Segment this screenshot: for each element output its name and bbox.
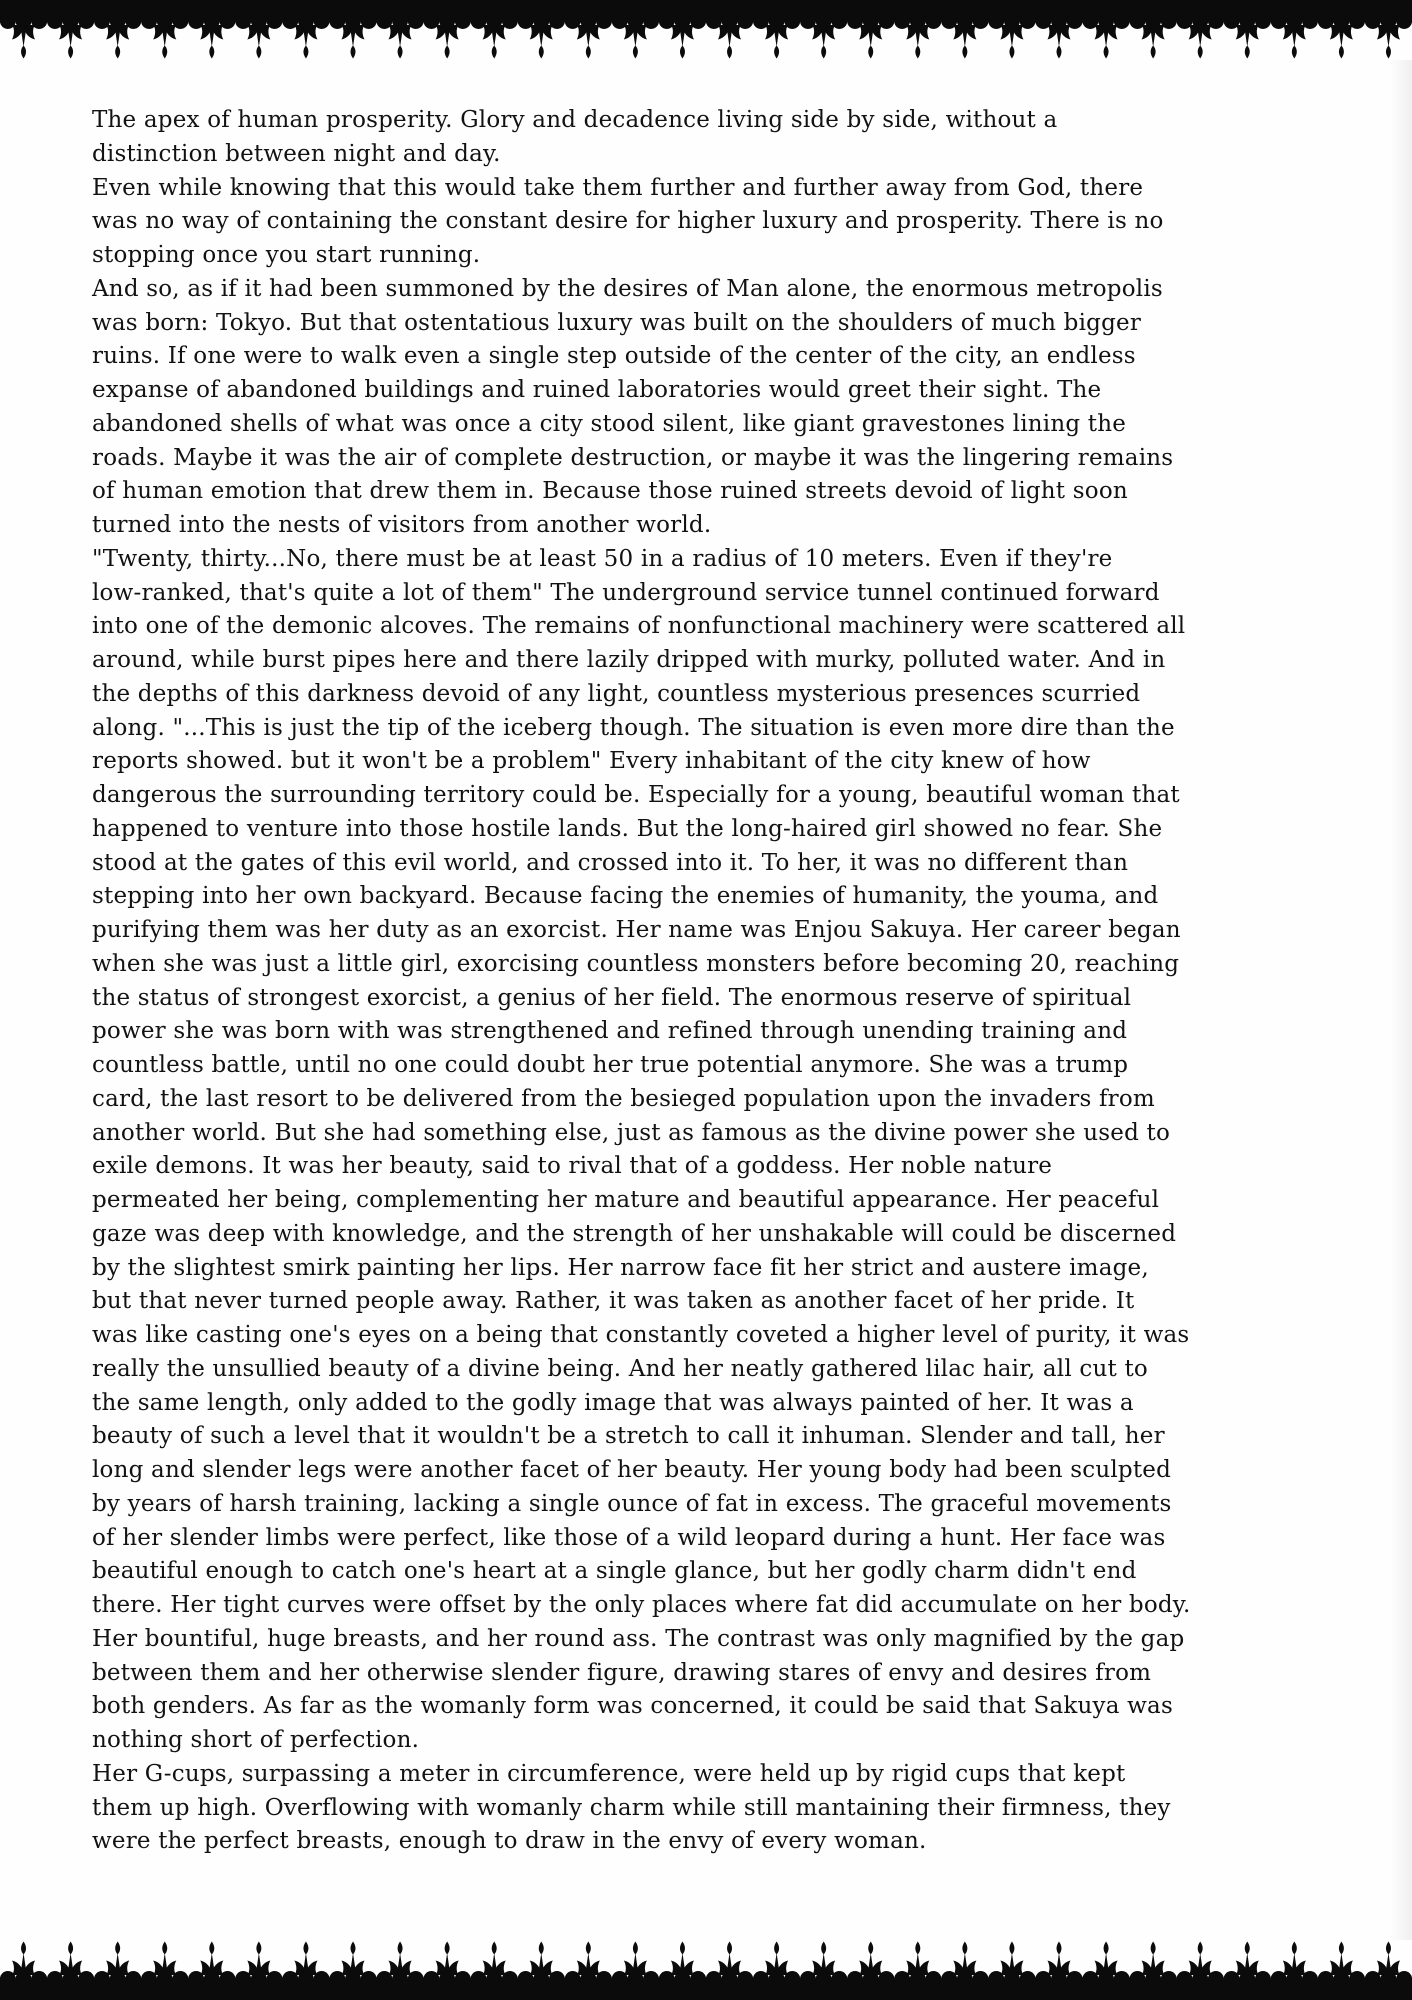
fleur-de-lis-ornament bbox=[659, 1942, 706, 1987]
paragraph bbox=[92, 172, 1344, 273]
fleur-de-lis-ornament bbox=[988, 13, 1035, 58]
text-line: the same length, only added to the godly image that was always painted of her. It was a bbox=[92, 1389, 1134, 1416]
text-line: between them and her otherwise slender figure, drawing stares of envy and desires from bbox=[92, 1659, 1152, 1686]
fleur-de-lis-ornament bbox=[706, 1942, 753, 1987]
text-line: the depths of this darkness devoid of any light, countless mysterious presences scurried bbox=[92, 680, 1141, 707]
fleur-de-lis-ornament bbox=[1082, 13, 1129, 58]
fleur-de-lis-ornament bbox=[141, 1942, 188, 1987]
fleur-de-lis-ornament bbox=[1318, 13, 1365, 58]
text-line: along. "...This is just the tip of the iceberg though. The situation is even more dire than the bbox=[92, 714, 1175, 741]
fleur-de-lis-ornament bbox=[1365, 1942, 1412, 1987]
text-line: stepping into her own backyard. Because facing the enemies of humanity, the youma, and bbox=[92, 883, 1159, 910]
text-line: was born: Tokyo. But that ostentatious luxury was built on the shoulders of much bigger bbox=[92, 309, 1142, 336]
fleur-de-lis-ornament bbox=[941, 13, 988, 58]
fleur-de-lis-ornament bbox=[800, 13, 847, 58]
text-line: exile demons. It was her beauty, said to rival that of a goddess. Her noble nature bbox=[92, 1153, 1053, 1180]
fleur-de-lis-ornament bbox=[1271, 13, 1318, 58]
fleur-de-lis-ornament bbox=[0, 1942, 47, 1987]
fleur-de-lis-ornament bbox=[1224, 13, 1271, 58]
fleur-de-lis-ornament bbox=[94, 13, 141, 58]
paragraph bbox=[92, 1758, 1344, 1859]
text-line: of her slender limbs were perfect, like those of a wild leopard during a hunt. Her face was bbox=[92, 1524, 1166, 1551]
fleur-de-lis-ornament bbox=[329, 13, 376, 58]
fleur-de-lis-ornament bbox=[518, 13, 565, 58]
fleur-de-lis-ornament bbox=[1177, 1942, 1224, 1987]
text-line: was like casting one's eyes on a being that constantly coveted a higher level of purity, it was bbox=[92, 1322, 1190, 1348]
fleur-de-lis-ornament bbox=[1129, 1942, 1176, 1987]
fleur-de-lis-ornament bbox=[188, 1942, 235, 1987]
text-line: card, the last resort to be delivered from the besieged population upon the invaders from bbox=[92, 1085, 1155, 1112]
fleur-de-lis-ornament bbox=[1177, 13, 1224, 58]
fleur-de-lis-top-border bbox=[0, 0, 1412, 62]
text-line: turned into the nests of visitors from another world. bbox=[92, 512, 712, 538]
paragraph bbox=[92, 273, 1344, 543]
text-line: was no way of containing the constant desire for higher luxury and prosperity. There is no bbox=[92, 208, 1164, 235]
text-line: "Twenty, thirty...No, there must be at least 50 in a radius of 10 meters. Even if they're bbox=[92, 545, 1113, 572]
text-line: long and slender legs were another facet of her beauty. Her young body had been sculpted bbox=[92, 1457, 1171, 1483]
text-line: the status of strongest exorcist, a genius of her field. The enormous reserve of spiritual bbox=[92, 984, 1132, 1011]
fleur-de-lis-ornament bbox=[941, 1942, 988, 1987]
text-line: The apex of human prosperity. Glory and decadence living side by side, without a bbox=[92, 107, 1058, 133]
text-line: there. Her tight curves were offset by the only places where fat did accumulate on her body. bbox=[92, 1592, 1191, 1618]
body-text bbox=[92, 104, 1344, 1859]
fleur-de-lis-ornament bbox=[612, 13, 659, 58]
fleur-de-lis-ornament bbox=[612, 1942, 659, 1987]
fleur-de-lis-ornament bbox=[565, 1942, 612, 1987]
fleur-de-lis-ornament bbox=[235, 1942, 282, 1987]
text-line: ruins. If one were to walk even a single step outside of the center of the city, an endless bbox=[92, 343, 1136, 370]
text-line: by the slightest smirk painting her lips. Her narrow face fit her strict and austere image, bbox=[92, 1254, 1149, 1281]
fleur-de-lis-ornament bbox=[1035, 1942, 1082, 1987]
fleur-de-lis-bottom-border bbox=[0, 1938, 1412, 2000]
scan-edge-shadow bbox=[1390, 60, 1412, 1940]
text-line: abandoned shells of what was once a city stood silent, like giant gravestones lining the bbox=[92, 410, 1127, 437]
fleur-de-lis-ornament bbox=[141, 13, 188, 58]
fleur-de-lis-ornament bbox=[94, 1942, 141, 1987]
text-line: another world. But she had something else, just as famous as the divine power she used to bbox=[92, 1119, 1171, 1146]
text-line: Her G-cups, surpassing a meter in circumference, were held up by rigid cups that kept bbox=[92, 1760, 1126, 1787]
text-line: when she was just a little girl, exorcising countless monsters before becoming 20, reaching bbox=[92, 950, 1180, 977]
fleur-de-lis-ornament bbox=[847, 1942, 894, 1987]
text-line: of human emotion that drew them in. Because those ruined streets devoid of light soon bbox=[92, 478, 1128, 505]
fleur-de-lis-ornament bbox=[235, 13, 282, 58]
fleur-de-lis-ornament bbox=[706, 13, 753, 58]
text-line: Her bountiful, huge breasts, and her round ass. The contrast was only magnified by the gap bbox=[92, 1625, 1185, 1652]
fleur-de-lis-ornament bbox=[282, 13, 329, 58]
fleur-de-lis-ornament bbox=[1082, 1942, 1129, 1987]
text-line: And so, as if it had been summoned by the desires of Man alone, the enormous metropolis bbox=[92, 275, 1163, 302]
fleur-de-lis-ornament bbox=[1035, 13, 1082, 58]
fleur-de-lis-ornament bbox=[753, 13, 800, 58]
fleur-de-lis-ornament bbox=[847, 13, 894, 58]
text-line: permeated her being, complementing her mature and beautiful appearance. Her peaceful bbox=[92, 1187, 1160, 1213]
paragraph bbox=[92, 543, 1344, 1758]
text-line: beauty of such a level that it wouldn't be a stretch to call it inhuman. Slender and tall, her bbox=[92, 1423, 1165, 1450]
text-line: power she was born with was strengthened and refined through unending training and bbox=[92, 1018, 1128, 1045]
fleur-de-lis-ornament bbox=[753, 1942, 800, 1987]
fleur-de-lis-ornament bbox=[376, 13, 423, 58]
fleur-de-lis-ornament bbox=[1318, 1942, 1365, 1987]
text-line: roads. Maybe it was the air of complete destruction, or maybe it was the lingering remains bbox=[92, 444, 1174, 471]
fleur-de-lis-ornament bbox=[1271, 1942, 1318, 1987]
text-line: nothing short of perfection. bbox=[92, 1727, 420, 1753]
fleur-de-lis-ornament bbox=[894, 1942, 941, 1987]
fleur-de-lis-ornament bbox=[894, 13, 941, 58]
fleur-de-lis-ornament bbox=[47, 1942, 94, 1987]
text-line: them up high. Overflowing with womanly charm while still mantaining their firmness, they bbox=[92, 1794, 1171, 1821]
text-line: gaze was deep with knowledge, and the strength of her unshakable will could be discerned bbox=[92, 1220, 1177, 1247]
fleur-de-lis-ornament bbox=[518, 1942, 565, 1987]
text-line: purifying them was her duty as an exorcist. Her name was Enjou Sakuya. Her career began bbox=[92, 917, 1181, 943]
fleur-de-lis-ornament bbox=[47, 13, 94, 58]
paragraph bbox=[92, 104, 1344, 172]
fleur-de-lis-ornament bbox=[1129, 13, 1176, 58]
text-line: stopping once you start running. bbox=[92, 242, 481, 268]
text-line: stood at the gates of this evil world, and crossed into it. To her, it was no different than bbox=[92, 849, 1129, 876]
fleur-de-lis-ornament bbox=[423, 1942, 470, 1987]
fleur-de-lis-ornament bbox=[1365, 13, 1412, 58]
text-line: into one of the demonic alcoves. The remains of nonfunctional machinery were scattered all bbox=[92, 613, 1186, 640]
fleur-de-lis-ornament bbox=[471, 1942, 518, 1987]
fleur-de-lis-ornament bbox=[376, 1942, 423, 1987]
text-line: low-ranked, that's quite a lot of them" The underground service tunnel continued forward bbox=[92, 579, 1160, 606]
text-line: happened to venture into those hostile lands. But the long-haired girl showed no fear. She bbox=[92, 815, 1163, 842]
fleur-de-lis-ornament bbox=[565, 13, 612, 58]
text-line: reports showed. but it won't be a problem" Every inhabitant of the city knew of how bbox=[92, 748, 1091, 775]
text-line: by years of harsh training, lacking a single ounce of fat in excess. The graceful movements bbox=[92, 1490, 1172, 1517]
text-line: expanse of abandoned buildings and ruined laboratories would greet their sight. The bbox=[92, 377, 1102, 403]
fleur-de-lis-ornament bbox=[988, 1942, 1035, 1987]
fleur-de-lis-ornament bbox=[800, 1942, 847, 1987]
fleur-de-lis-ornament bbox=[329, 1942, 376, 1987]
text-line: around, while burst pipes here and there lazily dripped with murky, polluted water. And in bbox=[92, 647, 1166, 673]
text-line: beautiful enough to catch one's heart at a single glance, but her godly charm didn't end bbox=[92, 1558, 1137, 1585]
fleur-de-lis-ornament bbox=[471, 13, 518, 58]
text-line: really the unsullied beauty of a divine being. And her neatly gathered lilac hair, all cut to bbox=[92, 1355, 1148, 1382]
fleur-de-lis-ornament bbox=[282, 1942, 329, 1987]
text-line: but that never turned people away. Rather, it was taken as another facet of her pride. It bbox=[92, 1288, 1135, 1315]
fleur-de-lis-ornament bbox=[0, 13, 47, 58]
text-line: countless battle, until no one could doubt her true potential anymore. She was a trump bbox=[92, 1052, 1129, 1078]
text-line: both genders. As far as the womanly form was concerned, it could be said that Sakuya was bbox=[92, 1693, 1173, 1720]
text-line: dangerous the surrounding territory could be. Especially for a young, beautiful woman that bbox=[92, 782, 1180, 808]
text-line: distinction between night and day. bbox=[92, 140, 501, 167]
fleur-de-lis-ornament bbox=[659, 13, 706, 58]
fleur-de-lis-ornament bbox=[188, 13, 235, 58]
text-line: were the perfect breasts, enough to draw in the envy of every woman. bbox=[92, 1828, 927, 1855]
fleur-de-lis-ornament bbox=[1224, 1942, 1271, 1987]
fleur-de-lis-ornament bbox=[423, 13, 470, 58]
text-line: Even while knowing that this would take them further and further away from God, there bbox=[92, 174, 1144, 201]
